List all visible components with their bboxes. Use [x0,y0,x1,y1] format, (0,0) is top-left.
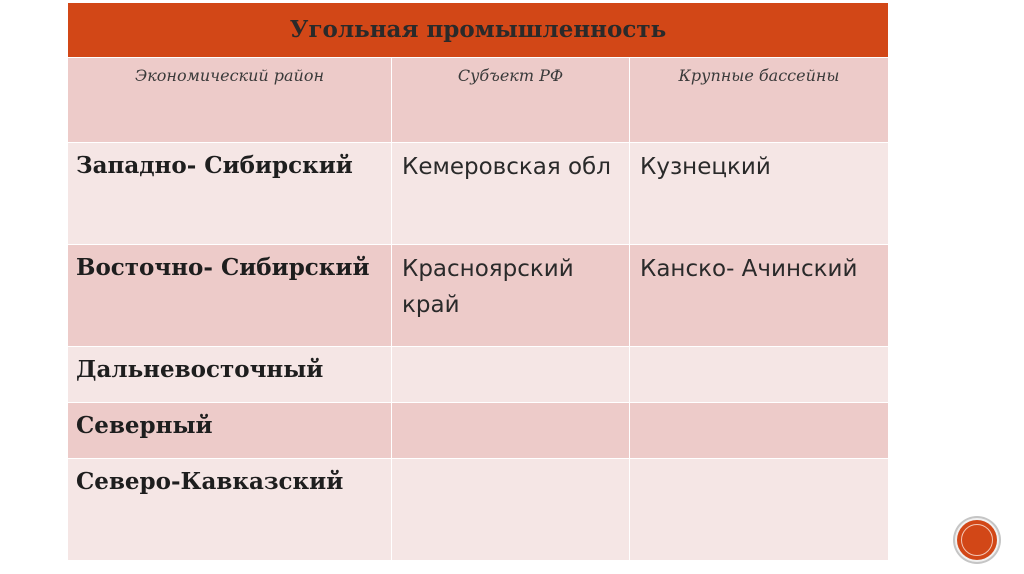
header-subject: Субъект РФ [392,58,630,143]
table-title: Угольная промышленность [68,3,889,58]
cell-region: Дальневосточный [68,347,392,403]
cell-region: Восточно- Сибирский [68,245,392,347]
cell-region: Северный [68,403,392,459]
table-title-row [68,3,889,58]
table-row [68,143,889,245]
cell-region: Северо-Кавказский [68,459,392,561]
cell-basin: Канско- Ачинский [630,245,889,347]
table-row [68,403,889,459]
table-row [68,245,889,347]
cell-subject: Красноярский край [392,245,630,347]
cell-basin [630,347,889,403]
table-header-row [68,58,889,143]
cell-subject [392,403,630,459]
cell-basin: Кузнецкий [630,143,889,245]
coal-industry-table [67,2,889,561]
header-basins: Крупные бассейны [630,58,889,143]
cell-subject [392,459,630,561]
cell-region: Западно- Сибирский [68,143,392,245]
slide-nav-button[interactable] [957,520,997,560]
cell-subject: Кемеровская обл [392,143,630,245]
cell-basin [630,403,889,459]
circle-icon [961,524,993,556]
table-row [68,347,889,403]
cell-subject [392,347,630,403]
cell-basin [630,459,889,561]
table-row [68,459,889,561]
header-region: Экономический район [68,58,392,143]
